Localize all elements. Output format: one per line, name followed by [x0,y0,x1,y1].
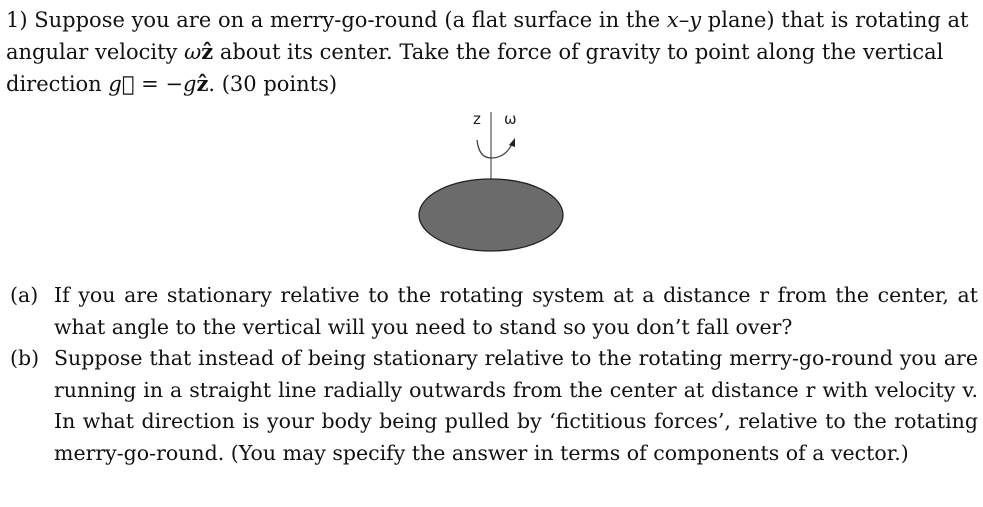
part-b-tag: (b) [10,346,40,370]
var-x: x [666,8,679,32]
problem-number: 1) [6,8,28,32]
z-hat: ẑ [201,39,214,64]
problem-text-2b: about its center. Take the force of gravity to point along the vertical [213,40,944,64]
problem-statement-line-2 [6,36,943,68]
equals-minus: = − [134,72,183,96]
problem-text-2a: angular velocity [6,40,185,64]
problem-text-1b: plane) that is rotating at [701,8,969,32]
dash: – [678,8,690,32]
merry-go-round-figure [405,102,577,252]
problem-statement-line-1 [6,4,968,36]
omega-label: ω [504,110,517,128]
var-y: y [689,8,702,32]
z-hat-2: ẑ [196,71,209,96]
part-b-text: Suppose that instead of being stationary relative to the rotating merry-go-round you are running in a straight line radially outwards from the center at distance r with velocity v. In what direction is your body being pulled by ‘fictitious forces’, relative to the rotating merry-go-round. (You may specify the answer in terms of components of a vector.) [54,346,978,465]
merry-go-round-disk [419,179,563,251]
rotation-arrow-arc [477,140,512,158]
part-a-text: If you are stationary relative to the rotating system at a distance r from the center, at what angle to the vertical will you need to stand so you don’t fall over? [54,283,978,339]
problem-text-3b: . (30 points) [208,72,338,96]
rotation-arrowhead [509,138,515,147]
problem-text-3a: direction [6,72,109,96]
g-symbol: g [182,72,197,96]
z-axis-label: z [473,110,481,128]
part-a-tag: (a) [10,283,39,307]
merry-go-round-diagram [405,102,577,252]
g-vector: g⃗ [108,72,135,96]
problem-text-1a: Suppose you are on a merry-go-round (a flat surface in the [34,8,667,32]
problem-statement-line-3 [6,68,337,100]
omega-symbol: ω [184,40,202,64]
